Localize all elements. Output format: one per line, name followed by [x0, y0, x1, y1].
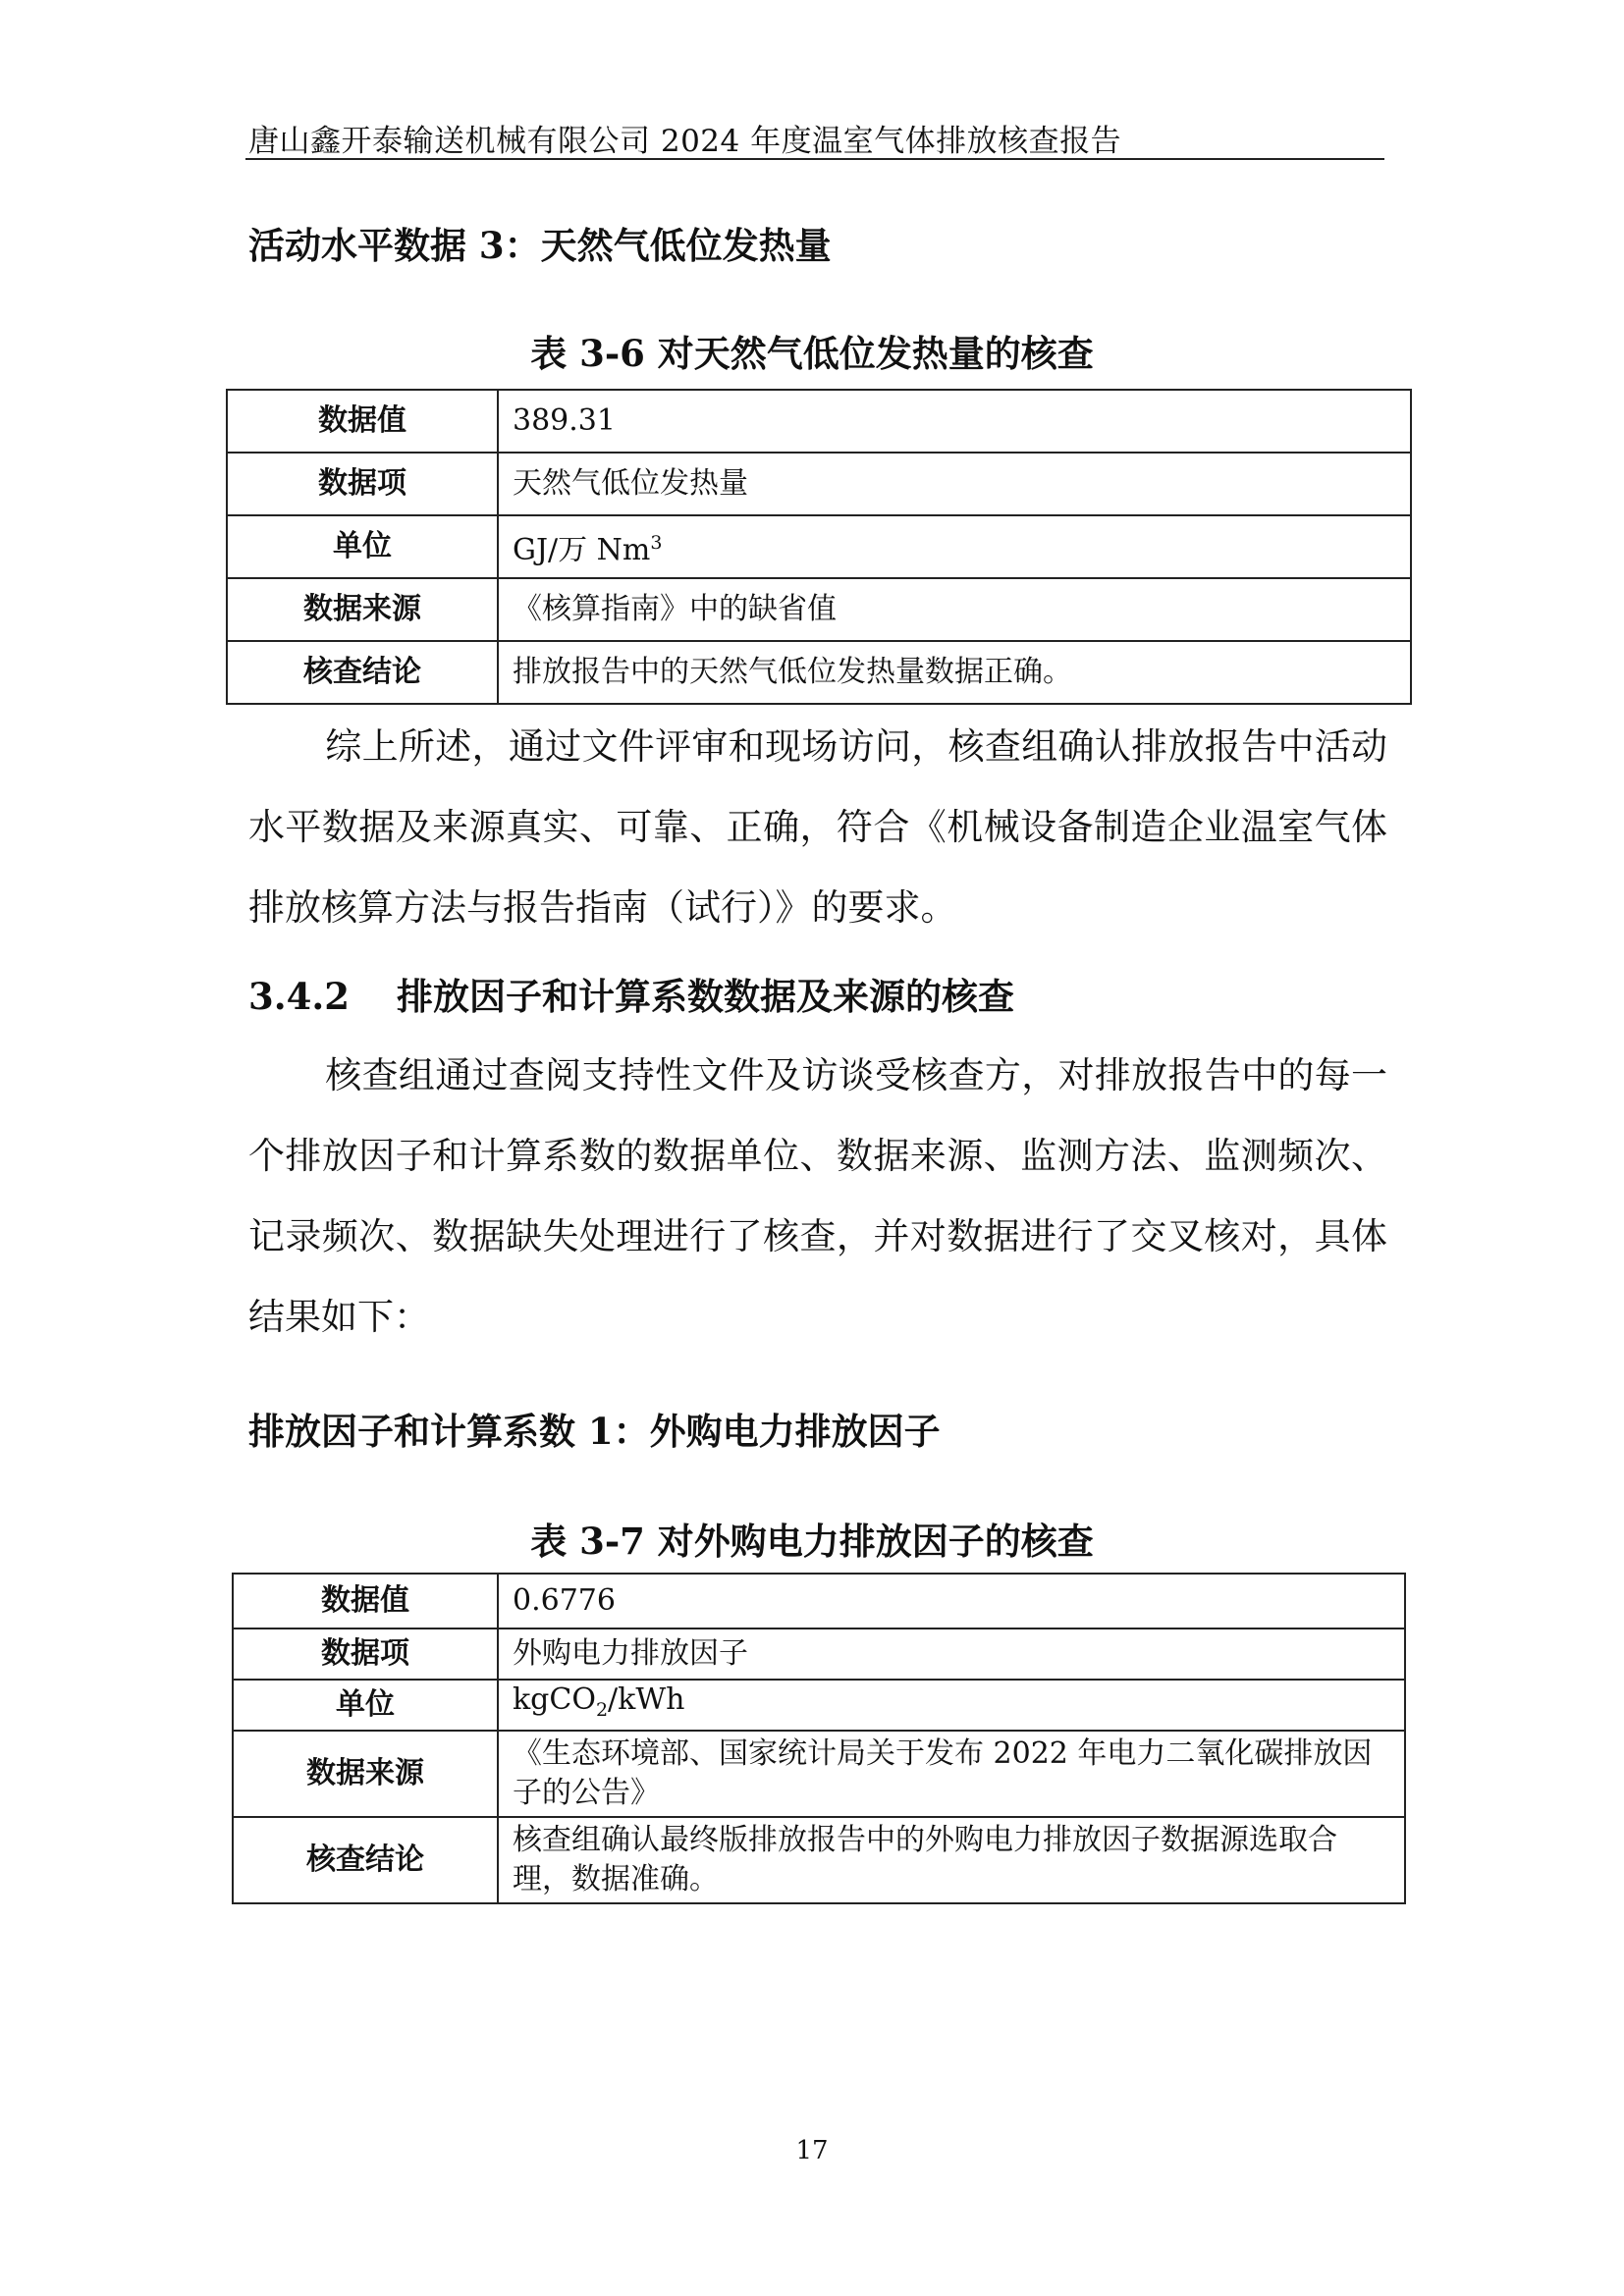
- row-key: 单位: [227, 515, 498, 578]
- row-value: 《生态环境部、国家统计局关于发布 2022 年电力二氧化碳排放因子的公告》: [498, 1731, 1405, 1817]
- row-value: [498, 515, 1411, 578]
- page-number: 17: [795, 2136, 829, 2165]
- report-header-title: 唐山鑫开泰输送机械有限公司 2024 年度温室气体排放核查报告: [248, 124, 1122, 159]
- row-value: 0.6776: [498, 1574, 1405, 1629]
- table-row: [227, 515, 1411, 578]
- unit-text-post: /kWh: [608, 1682, 685, 1717]
- row-value: [498, 1680, 1405, 1731]
- table-row: [233, 1629, 1405, 1680]
- unit-text: GJ/万 Nm: [513, 533, 651, 567]
- paragraph-text: 综上所述，通过文件评审和现场访问，核查组确认排放报告中活动水平数据及来源真实、可靠、正确，符合《机械设备制造企业温室气体排放核算方法与报告指南（试行）》的要求。: [248, 725, 1387, 929]
- table-row: [227, 578, 1411, 641]
- unit-text-pre: kgCO: [513, 1682, 596, 1717]
- table-row: [233, 1680, 1405, 1731]
- row-value: 《核算指南》中的缺省值: [498, 578, 1411, 641]
- row-key: 核查结论: [233, 1817, 498, 1903]
- method-paragraph: [248, 1036, 1387, 1358]
- row-key: 数据值: [233, 1574, 498, 1629]
- unit-subscript: 2: [595, 1699, 609, 1721]
- activity-data-heading: 活动水平数据 3：天然气低位发热量: [248, 224, 832, 267]
- row-key: 核查结论: [227, 641, 498, 704]
- table-3-7: [232, 1573, 1406, 1904]
- unit-superscript: 3: [650, 532, 663, 554]
- table-row: [233, 1817, 1405, 1903]
- row-value: 排放报告中的天然气低位发热量数据正确。: [498, 641, 1411, 704]
- table-row: [227, 641, 1411, 704]
- row-value: 389.31: [498, 390, 1411, 453]
- section-3-4-2-heading: [248, 967, 1014, 1020]
- row-key: 数据项: [227, 453, 498, 515]
- row-key: 数据来源: [227, 578, 498, 641]
- table-3-6-caption: 表 3-6 对天然气低位发热量的核查: [530, 332, 1094, 375]
- table-3-7-caption: 表 3-7 对外购电力排放因子的核查: [530, 1520, 1094, 1563]
- row-key: 数据值: [227, 390, 498, 453]
- row-value: 天然气低位发热量: [498, 453, 1411, 515]
- table-row: [227, 390, 1411, 453]
- table-row: [227, 453, 1411, 515]
- row-value: 核查组确认最终版排放报告中的外购电力排放因子数据源选取合理，数据准确。: [498, 1817, 1405, 1903]
- row-key: 数据来源: [233, 1731, 498, 1817]
- table-row: [233, 1574, 1405, 1629]
- table-row: [233, 1731, 1405, 1817]
- section-number: 3.4.2: [248, 975, 350, 1018]
- emission-factor-heading: 排放因子和计算系数 1：外购电力排放因子: [248, 1410, 941, 1453]
- row-value: 外购电力排放因子: [498, 1629, 1405, 1680]
- section-title: 排放因子和计算系数数据及来源的核查: [397, 975, 1014, 1018]
- header-divider: [245, 158, 1384, 160]
- table-3-6: [226, 389, 1412, 705]
- row-key: 单位: [233, 1680, 498, 1731]
- row-key: 数据项: [233, 1629, 498, 1680]
- paragraph-text: 核查组通过查阅支持性文件及访谈受核查方，对排放报告中的每一个排放因子和计算系数的数据单位、数据来源、监测方法、监测频次、记录频次、数据缺失处理进行了核查，并对数据进行了交叉核对，具体结果如下：: [248, 1054, 1387, 1338]
- summary-paragraph: [248, 707, 1387, 948]
